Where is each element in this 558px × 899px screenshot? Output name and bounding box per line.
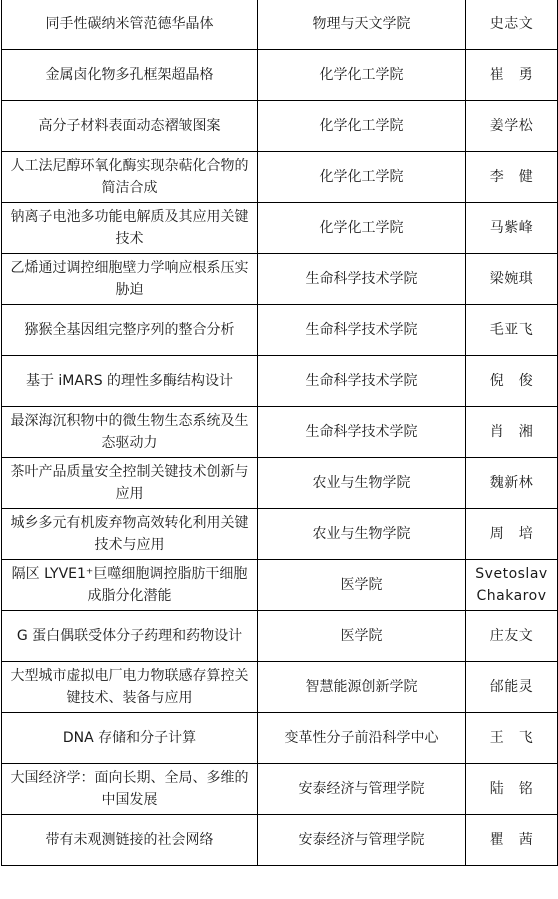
person-cell: 姜学松 — [466, 101, 558, 152]
person-cell: 毛亚飞 — [466, 305, 558, 356]
person-cell: 梁婉琪 — [466, 254, 558, 305]
table-row — [2, 0, 558, 50]
project-title-cell: 猕猴全基因组完整序列的整合分析 — [2, 305, 258, 356]
college-cell: 物理与天文学院 — [258, 0, 466, 50]
table-row — [2, 611, 558, 662]
college-cell: 医学院 — [258, 560, 466, 611]
table-row — [2, 356, 558, 407]
project-title-cell: DNA 存储和分子计算 — [2, 713, 258, 764]
college-cell: 生命科学技术学院 — [258, 356, 466, 407]
project-title-cell: 基于 iMARS 的理性多酶结构设计 — [2, 356, 258, 407]
college-cell: 安泰经济与管理学院 — [258, 815, 466, 866]
project-title-cell: 最深海沉积物中的微生物生态系统及生态驱动力 — [2, 407, 258, 458]
college-cell: 生命科学技术学院 — [258, 407, 466, 458]
college-cell: 生命科学技术学院 — [258, 305, 466, 356]
person-cell: 庄友文 — [466, 611, 558, 662]
person-cell: 倪 俊 — [466, 356, 558, 407]
college-cell: 智慧能源创新学院 — [258, 662, 466, 713]
project-title-cell: 人工法尼醇环氧化酶实现杂萜化合物的简洁合成 — [2, 152, 258, 203]
project-title-cell: 高分子材料表面动态褶皱图案 — [2, 101, 258, 152]
project-title-cell: 金属卤化物多孔框架超晶格 — [2, 50, 258, 101]
college-cell: 生命科学技术学院 — [258, 254, 466, 305]
person-cell: 瞿 茜 — [466, 815, 558, 866]
college-cell: 农业与生物学院 — [258, 458, 466, 509]
project-title-cell: G 蛋白偶联受体分子药理和药物设计 — [2, 611, 258, 662]
table-row — [2, 458, 558, 509]
project-title-cell: 大国经济学：面向长期、全局、多维的中国发展 — [2, 764, 258, 815]
person-cell: 周 培 — [466, 509, 558, 560]
person-cell: 马紫峰 — [466, 203, 558, 254]
college-cell: 变革性分子前沿科学中心 — [258, 713, 466, 764]
person-cell: 肖 湘 — [466, 407, 558, 458]
table-row — [2, 815, 558, 866]
person-cell: 史志文 — [466, 0, 558, 50]
project-title-cell: 同手性碳纳米管范德华晶体 — [2, 0, 258, 50]
college-cell: 化学化工学院 — [258, 203, 466, 254]
college-cell: 化学化工学院 — [258, 152, 466, 203]
table-row — [2, 407, 558, 458]
college-cell: 化学化工学院 — [258, 50, 466, 101]
project-title-cell: 隔区 LYVE1⁺巨噬细胞调控脂肪干细胞成脂分化潜能 — [2, 560, 258, 611]
college-cell: 安泰经济与管理学院 — [258, 764, 466, 815]
table-row — [2, 713, 558, 764]
person-cell: 邰能灵 — [466, 662, 558, 713]
person-cell: 魏新林 — [466, 458, 558, 509]
project-title-cell: 钠离子电池多功能电解质及其应用关键技术 — [2, 203, 258, 254]
table-row — [2, 662, 558, 713]
college-cell: 医学院 — [258, 611, 466, 662]
table-row — [2, 560, 558, 611]
project-title-cell: 带有未观测链接的社会网络 — [2, 815, 258, 866]
table-row — [2, 101, 558, 152]
college-cell: 农业与生物学院 — [258, 509, 466, 560]
project-title-cell: 城乡多元有机废弃物高效转化利用关键技术与应用 — [2, 509, 258, 560]
person-cell: 崔 勇 — [466, 50, 558, 101]
person-cell: 王 飞 — [466, 713, 558, 764]
person-cell: 李 健 — [466, 152, 558, 203]
table-row — [2, 509, 558, 560]
person-cell: Svetoslav Chakarov — [466, 560, 558, 611]
table-body — [2, 0, 558, 866]
project-title-cell: 茶叶产品质量安全控制关键技术创新与应用 — [2, 458, 258, 509]
table-row — [2, 305, 558, 356]
table-row — [2, 152, 558, 203]
table-row — [2, 254, 558, 305]
person-cell: 陆 铭 — [466, 764, 558, 815]
project-title-cell: 大型城市虚拟电厂电力物联感存算控关键技术、装备与应用 — [2, 662, 258, 713]
table-row — [2, 203, 558, 254]
college-cell: 化学化工学院 — [258, 101, 466, 152]
awards-table — [1, 0, 558, 866]
project-title-cell: 乙烯通过调控细胞壁力学响应根系压实胁迫 — [2, 254, 258, 305]
table-row — [2, 50, 558, 101]
table-row — [2, 764, 558, 815]
